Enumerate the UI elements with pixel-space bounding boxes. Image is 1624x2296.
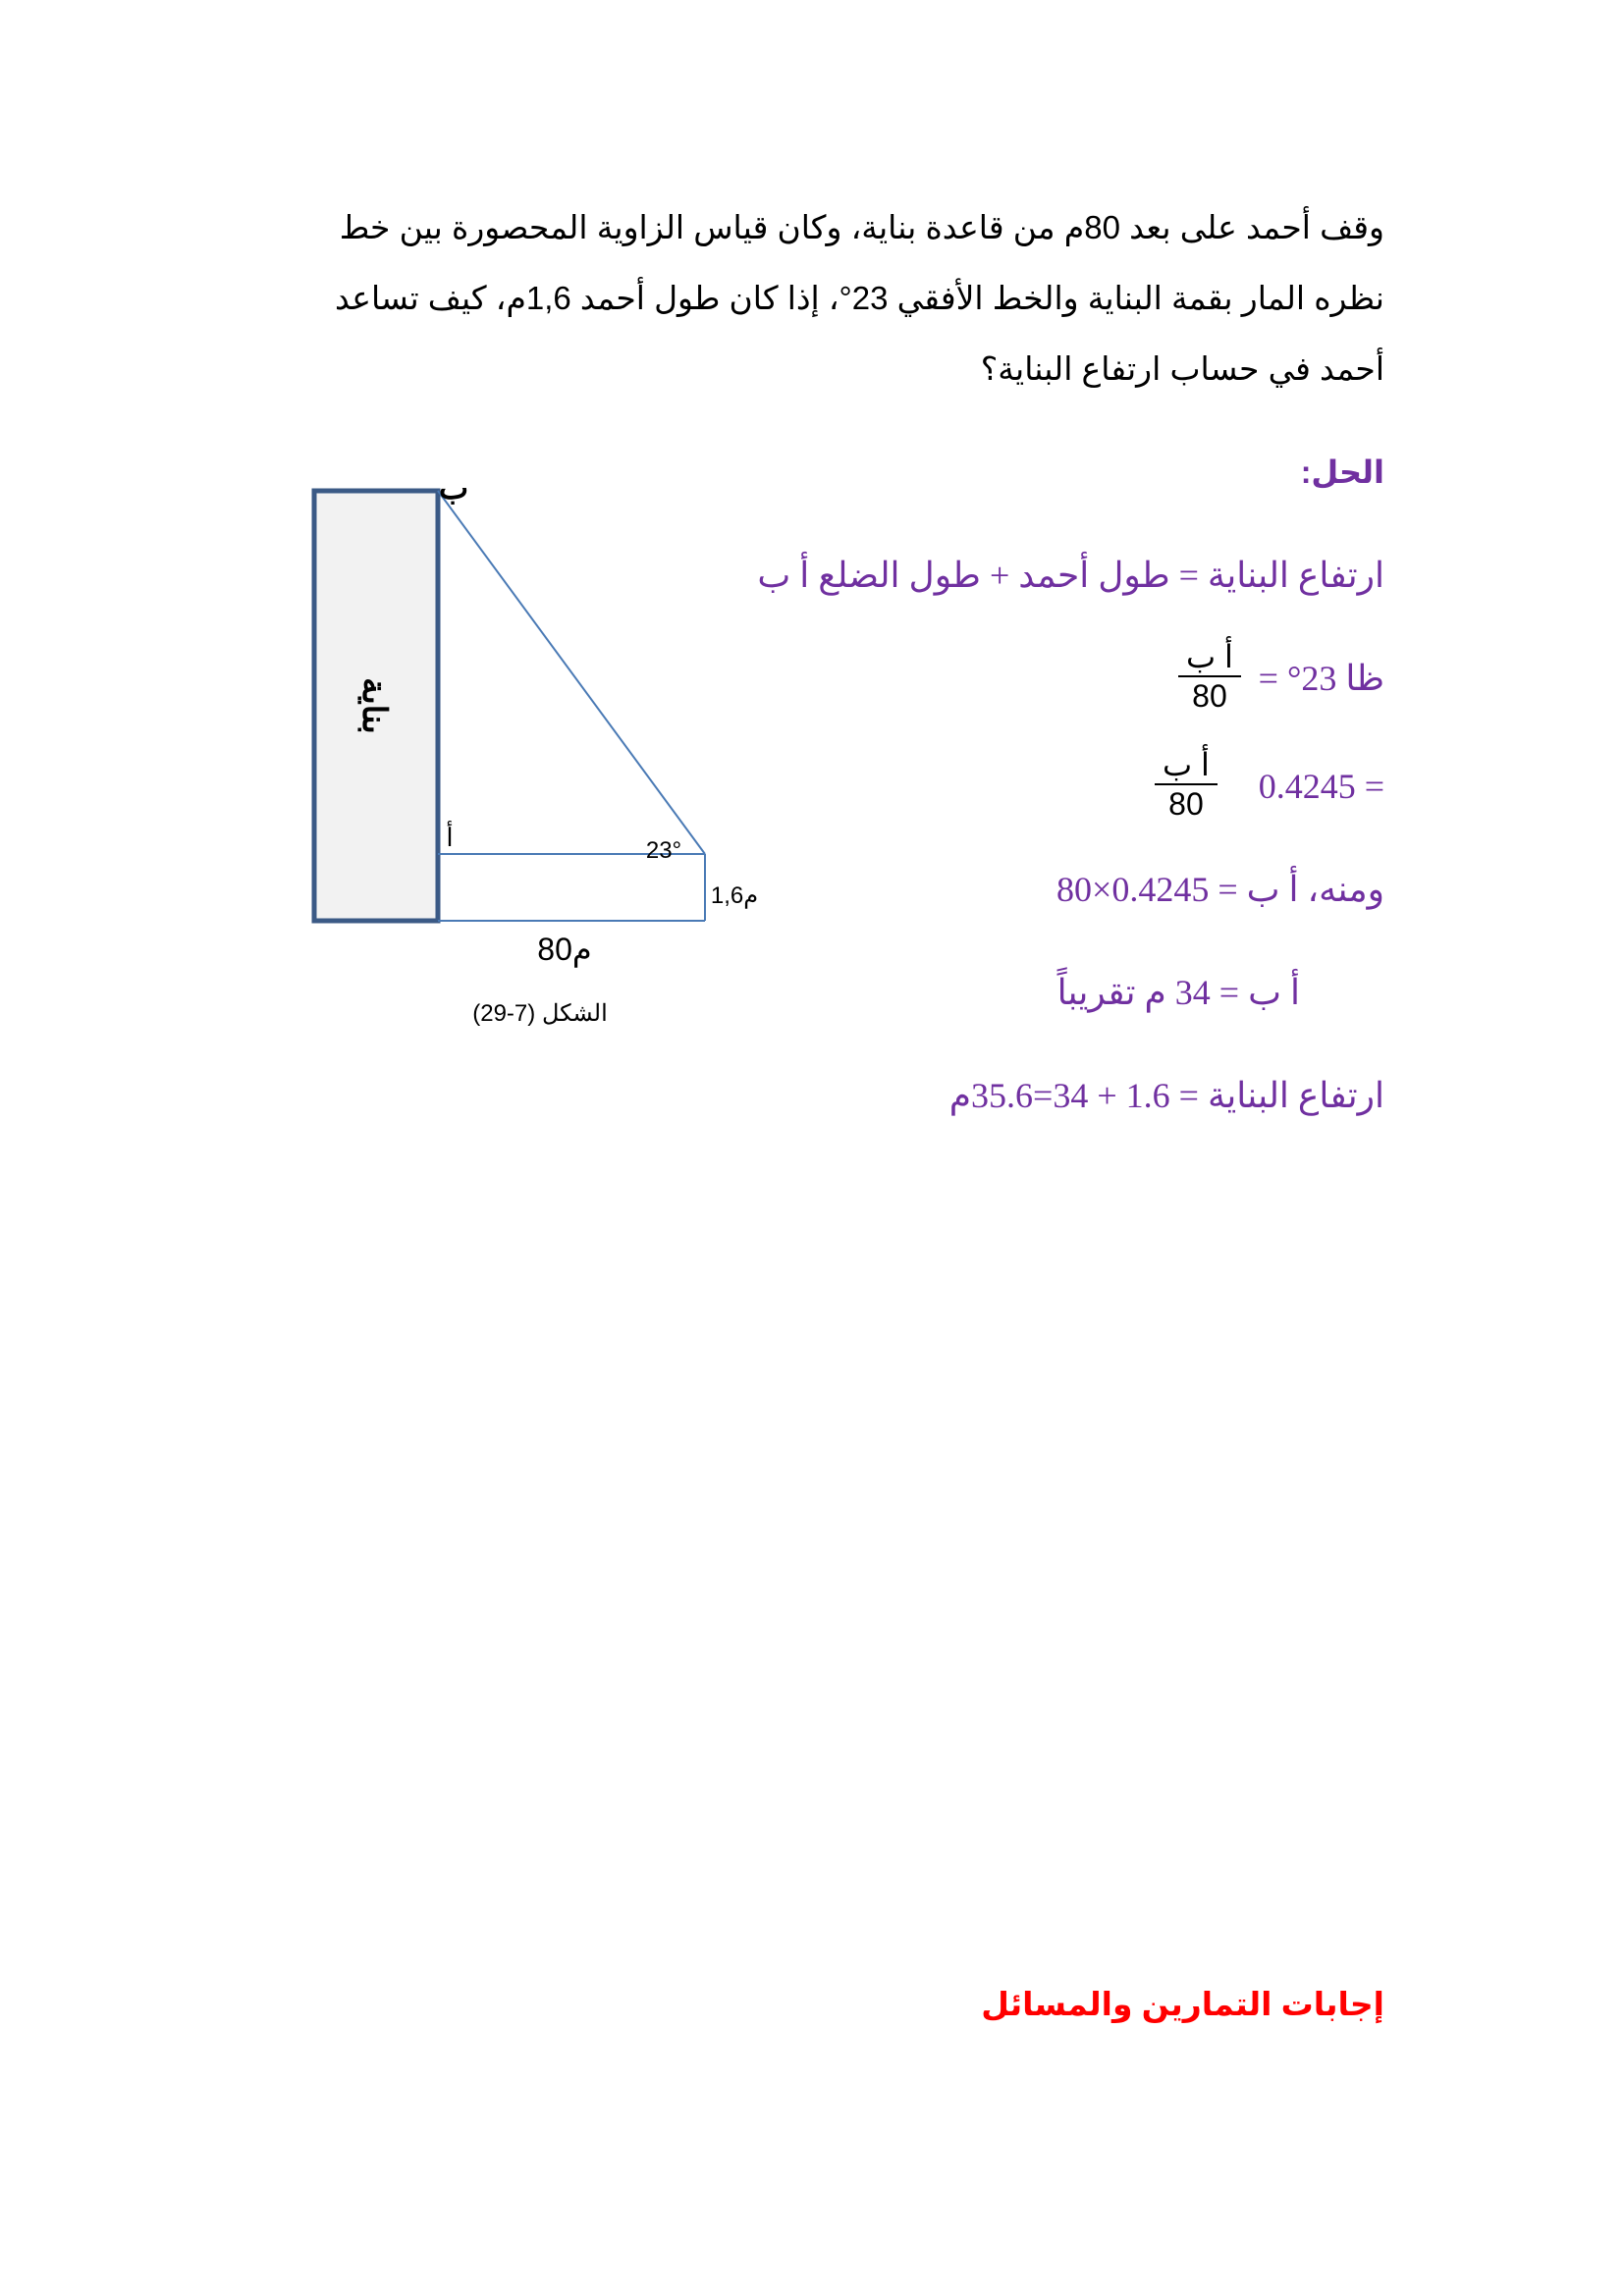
fraction-numerator: أ ب — [1163, 747, 1210, 782]
distance-label: 80م — [537, 932, 592, 967]
building-label: بناية — [355, 677, 393, 734]
solution-tan-equation: ظا 23° = — [1258, 659, 1384, 698]
problem-line-2: نظره المار بقمة البناية والخط الأفقي 23°، إذا كان طول أحمد 1,6م، كيف تساعد — [334, 280, 1384, 316]
solution-line-height-formula: ارتفاع البناية = طول أحمد + طول الضلع أ ب — [757, 556, 1384, 595]
solution-heading: الحل: — [1300, 454, 1384, 490]
solution-line-ab-product: ومنه، أ ب = 0.4245×80 — [1056, 870, 1384, 909]
problem-line-3: أحمد في حساب ارتفاع البناية؟ — [980, 350, 1384, 387]
problem-line-1: وقف أحمد على بعد 80م من قاعدة بناية، وكان قياس الزاوية المحصورة بين خط — [339, 209, 1384, 245]
solution-line-ab-result: أ ب = 34 م تقريباً — [1056, 973, 1300, 1012]
answers-heading: إجابات التمارين والمسائل — [981, 1986, 1384, 2022]
line-of-sight — [438, 491, 705, 854]
fraction-denominator: 80 — [1192, 678, 1227, 714]
solution-line-final-height: ارتفاع البناية = 1.6 + 34=35.6م — [948, 1076, 1384, 1115]
fraction-denominator: 80 — [1168, 786, 1204, 822]
angle-label: 23° — [645, 837, 682, 864]
solution-value-equation: = 0.4245 — [1258, 767, 1384, 806]
label-b: ب — [438, 470, 469, 506]
fraction-numerator: أ ب — [1186, 639, 1233, 674]
label-a: أ — [446, 823, 454, 852]
figure-caption: الشكل (7-29) — [472, 1000, 608, 1027]
height-label: 1,6م — [710, 882, 759, 909]
